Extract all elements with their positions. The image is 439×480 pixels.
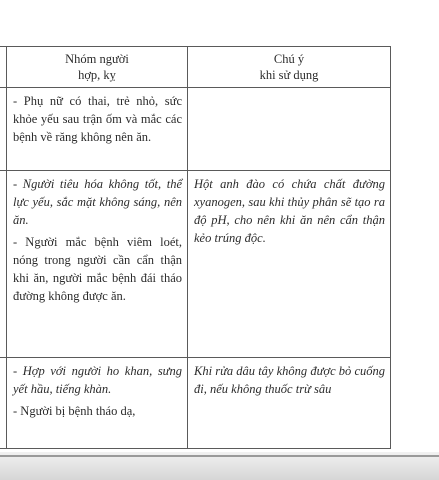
target-group-cell	[7, 358, 188, 449]
usage-note-text: Khi rửa dâu tây không được bỏ cuống đi, nếu không thuốc trừ sâu	[194, 364, 385, 396]
usage-note-cell	[188, 88, 391, 171]
target-group-cell	[7, 171, 188, 358]
target-group-text: - Người mắc bệnh viêm loét, nóng trong người cần cẩn thận khi ăn, người mắc bệnh đái tháo đường không được ăn.	[13, 235, 182, 303]
table-row	[0, 88, 391, 171]
target-group-text: - Người bị bệnh tháo dạ,	[13, 404, 136, 418]
header-target-group-line2: hợp, kỵ	[78, 68, 116, 82]
page-bottom-edge	[0, 455, 439, 457]
header-usage-notes	[188, 47, 391, 88]
table-header-row	[0, 47, 391, 88]
target-group-text: - Hợp với người ho khan, sưng yết hầu, tiếng khàn.	[13, 364, 182, 396]
usage-note-text: Hột anh đào có chứa chất đường xyanogen, sau khi thủy phân sẽ tạo ra độ pH, cho nên khi ăn nên cẩn thận kẻo trúng độc.	[194, 177, 385, 245]
target-group-text: - Phụ nữ có thai, trẻ nhỏ, sức khỏe yếu sau trận ốm và mắc các bệnh về răng không nên ăn.	[13, 94, 182, 144]
target-group-cell	[7, 88, 188, 171]
fruit-usage-table	[0, 46, 391, 449]
header-target-group	[7, 47, 188, 88]
target-group-text: - Người tiêu hóa không tốt, thể lực yếu, sắc mặt không sáng, nên ăn.	[13, 177, 182, 227]
table-row	[0, 171, 391, 358]
usage-note-cell	[188, 358, 391, 449]
table-row	[0, 358, 391, 449]
header-target-group-line1: Nhóm người	[65, 52, 129, 66]
header-usage-notes-line2: khi sử dụng	[259, 68, 319, 82]
usage-note-cell	[188, 171, 391, 358]
header-usage-notes-line1: Chú ý	[273, 52, 305, 66]
